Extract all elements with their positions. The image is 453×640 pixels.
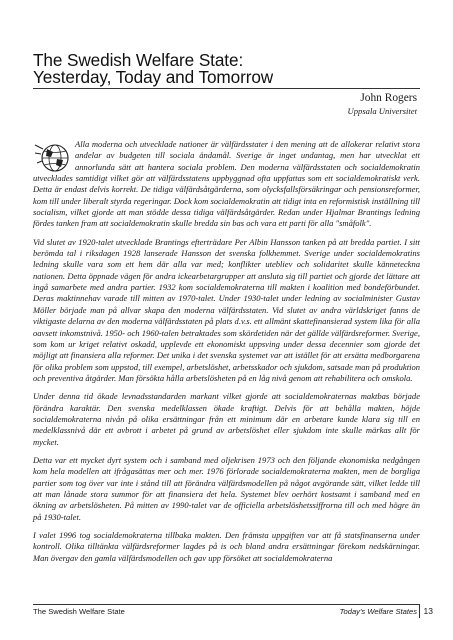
author-name: John Rogers bbox=[360, 92, 417, 104]
icon-spacer bbox=[33, 139, 75, 172]
paragraph-2: Vid slutet av 1920-talet utvecklade Brantings efterträdare Per Albin Hansson tanken på att bredda partiet. I sitt berömda tal i riksdagen 1928 lanserade Hansson det svenska folkhemmet. Sverige under socialdemokratins ledning skulle vara som ett hem där alla var med; konflikter utebliev och solidaritet skulle kännetecknа nationen. Detta öppnade vägen för andra ickearbetargrupper att ansluta sig till partiet och gjorde det lättare att ingå samarbete med andra partier. 1932 kom socialdemokraterna till makten i koalition med bondeförbundet. Deras maktinnehav varade till mitten av 1970-talet. Under 1930-talet under ledning av socialminister Gustav Möller började man på allvar skapa den moderna välfärdsstaten. Vid slutet av andra världskriget fanns de viktigaste delarna av den moderna välfärdsstaten på plats d.v.s. ett allmänt skattefinansierad system lika för alla oavsett inkomstnivå. 1950- och 1960-talen betraktades som skördetiden när det gällde välfärdsreformer. Sverige, som kom ur kriget relativt oskadd, upplevde ett ekonomiskt uppsving under dessa decennier som gjorde det möjligt att finansiera alla reformer. Det unika i det svenska systemet var att istället för att ersätta medborgarena för olika problem som uppstod, till exempel, arbetslöshet, arbetsskador och sjukdom, satsade man på produktion och preventiva åtgärder. Man försökta hålla arbetslösheten på en låg nivå genom att rehabilitera och omskola. bbox=[33, 236, 420, 383]
author-affiliation: Uppsala Universitet bbox=[347, 106, 417, 116]
footer-left-title: The Swedish Welfare State bbox=[33, 607, 125, 616]
page-number: 13 bbox=[423, 606, 433, 616]
title-line-1: The Swedish Welfare State: bbox=[33, 50, 244, 70]
paragraph-1-text: Alla moderna och utvecklade nationer är välfärdsstater i den mening att de allokerar relativt stora andelar av budgeten till sociala ändamål. Sverige är inget undantag, men har utvecklat ett annorlunda sätt att hantera sociala problem. Den moderna välfärdsstaten och socialdemokratin utvecklades samtidigt vilket gör att välfärdsstatens uppbyggnad ofta uppfattas som ett socialdemokratiskt verk. Detta är endast delvis korrekt. De tidiga välfärdsåtgärderna, som olycksfallsförsäkringar och pensionsreformer, kom till under liberalt styrda regeringar. Dock kom socialdemokratin att tidigt inta en reformistisk inställning till socialism, vilket gjorde att man stödde dessa tidiga välfärdsåtgärder. Redan under Hjalmar Brantings ledning fördes tanken fram att socialdemokratin skulle bredda sin bas och vara ett parti för alla "småfolk". bbox=[33, 139, 420, 229]
article-title bbox=[33, 52, 433, 86]
paragraph-5: I valet 1996 tog socialdemokraterna tillbaka makten. Den främsta uppgiften var att få statsfinanserna under kontroll. Olika tilltänkta välfärdsreformer lagdes på is och bland andra ersättningar förekom nedskärningar. Man övergav den gamla välfärdsmodellen och gav upp försöket att socialdemokraterna bbox=[33, 530, 420, 563]
paragraph-1 bbox=[33, 139, 420, 230]
page-number-separator bbox=[419, 604, 420, 618]
title-rule bbox=[33, 88, 420, 89]
footer-rule bbox=[33, 604, 420, 605]
title-line-2: Yesterday, Today and Tomorrow bbox=[33, 67, 274, 87]
paragraph-3: Under denna tid ökade levnadsstandarden markant vilket gjorde att socialdemokraternas maktbas började förändra karaktär. Den svenska medelklassen ökade kraftigt. Delvis för att behålla makten, höjde socialdemokraterna nivån på olika ersättningar från ett minimum där en arbetare kunde klara sig till en medelklassnivå där ett avbrott i arbetet på grund av arbetslöshet eller sjukdom inte skulle märkas allt för mycket. bbox=[33, 391, 420, 447]
footer-right-title: Today's Welfare States bbox=[339, 607, 417, 616]
article-body bbox=[33, 139, 420, 571]
paragraph-4: Detta var ett mycket dyrt system och i samband med oljekrisen 1973 och den följande ekonomiska nedgången kom hela modellen att ifrågasättas mer och mer. 1976 förlorade socialdemokraterna makten, men de borgliga partier som tog över var inte i stånd till att förändra välfärdsmodellen på något avgörande sätt, vilket ledde till att man lånade stora summor för att finansiera det hela. Systemet blev oerhört kostsamt i samband med en ökning av arbetslösheten. På mitten av 1990-talet var de officiella arbetslöshetssiffrorna till och med högre än på 1930-talet. bbox=[33, 454, 420, 522]
